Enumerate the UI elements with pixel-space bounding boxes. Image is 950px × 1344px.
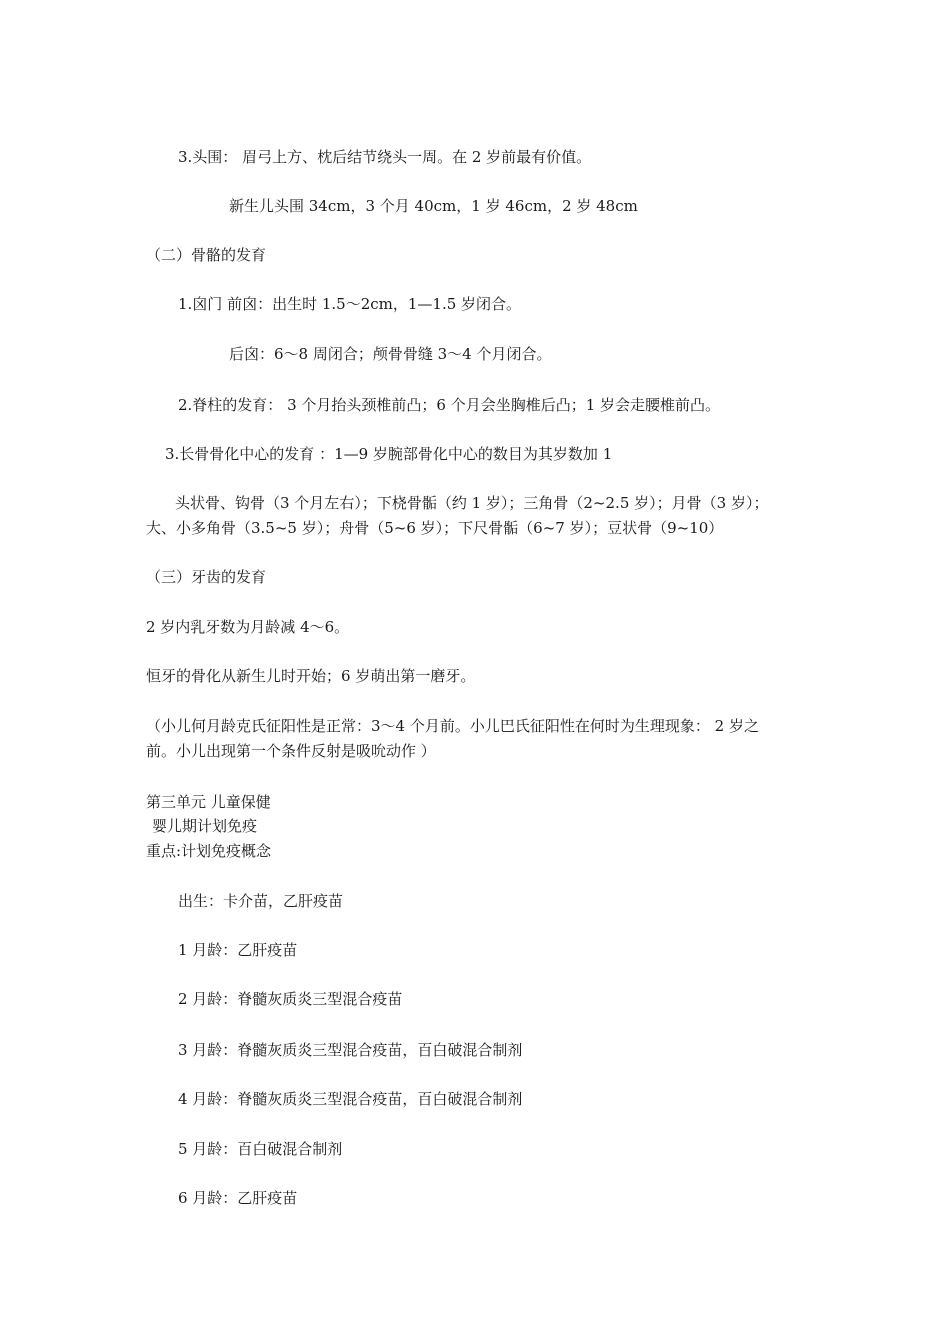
- head-circumference-values: 新生儿头围 34cm，3 个月 40cm，1 岁 46cm，2 岁 48cm: [229, 197, 638, 215]
- schedule-item: 2 月龄：脊髓灰质炎三型混合疫苗: [178, 990, 403, 1008]
- carpal-bones-line-1: 头状骨、钩骨（3 个月左右）；下桡骨骺（约 1 岁）；三角骨（2~2.5 岁）；月骨（3 岁）；: [175, 494, 769, 512]
- fontanelle-front-line: 1.囟门 前囟：出生时 1.5～2cm，1—1.5 岁闭合。: [178, 295, 522, 313]
- head-circumference-line: 3.头围： 眉弓上方、枕后结节绕头一周。在 2 岁前最有价值。: [178, 148, 592, 166]
- section-heading-teeth: （三）牙齿的发育: [146, 568, 267, 586]
- unit-title: 第三单元 儿童保健: [146, 793, 271, 811]
- schedule-item: 1 月龄：乙肝疫苗: [178, 941, 298, 959]
- section-heading-bone: （二）骨骼的发育: [146, 246, 267, 264]
- schedule-item: 出生：卡介苗，乙肝疫苗: [178, 892, 344, 910]
- reflex-note-line-1: （小儿何月龄克氏征阳性是正常：3～4 个月前。小儿巴氏征阳性在何时为生理现象： 2 岁之: [146, 717, 759, 735]
- carpal-bones-line-2: 大、小多角骨（3.5~5 岁）；舟骨（5~6 岁）；下尺骨骺（6~7 岁）；豆状骨（9~10）: [146, 519, 724, 537]
- schedule-item: 3 月龄：脊髓灰质炎三型混合疫苗，百白破混合制剂: [178, 1041, 523, 1059]
- unit-key-point: 重点:计划免疫概念: [146, 842, 272, 860]
- teeth-line-1: 2 岁内乳牙数为月龄减 4～6。: [146, 618, 350, 636]
- unit-subtitle: 婴儿期计划免疫: [152, 817, 258, 835]
- schedule-item: 6 月龄：乙肝疫苗: [178, 1189, 298, 1207]
- schedule-item: 4 月龄：脊髓灰质炎三型混合疫苗，百白破混合制剂: [178, 1090, 523, 1108]
- ossification-line: 3.长骨骨化中心的发育 ：1—9 岁腕部骨化中心的数目为其岁数加 1: [165, 445, 613, 463]
- spine-line: 2.脊柱的发育： 3 个月抬头颈椎前凸；6 个月会坐胸椎后凸；1 岁会走腰椎前凸。: [178, 396, 721, 414]
- teeth-line-2: 恒牙的骨化从新生儿时开始；6 岁萌出第一磨牙。: [146, 667, 476, 685]
- schedule-item: 5 月龄：百白破混合制剂: [178, 1140, 343, 1158]
- reflex-note-line-2: 前。小儿出现第一个条件反射是吸吮动作 ）: [146, 742, 436, 760]
- fontanelle-back-line: 后囟：6～8 周闭合；颅骨骨缝 3～4 个月闭合。: [229, 345, 552, 363]
